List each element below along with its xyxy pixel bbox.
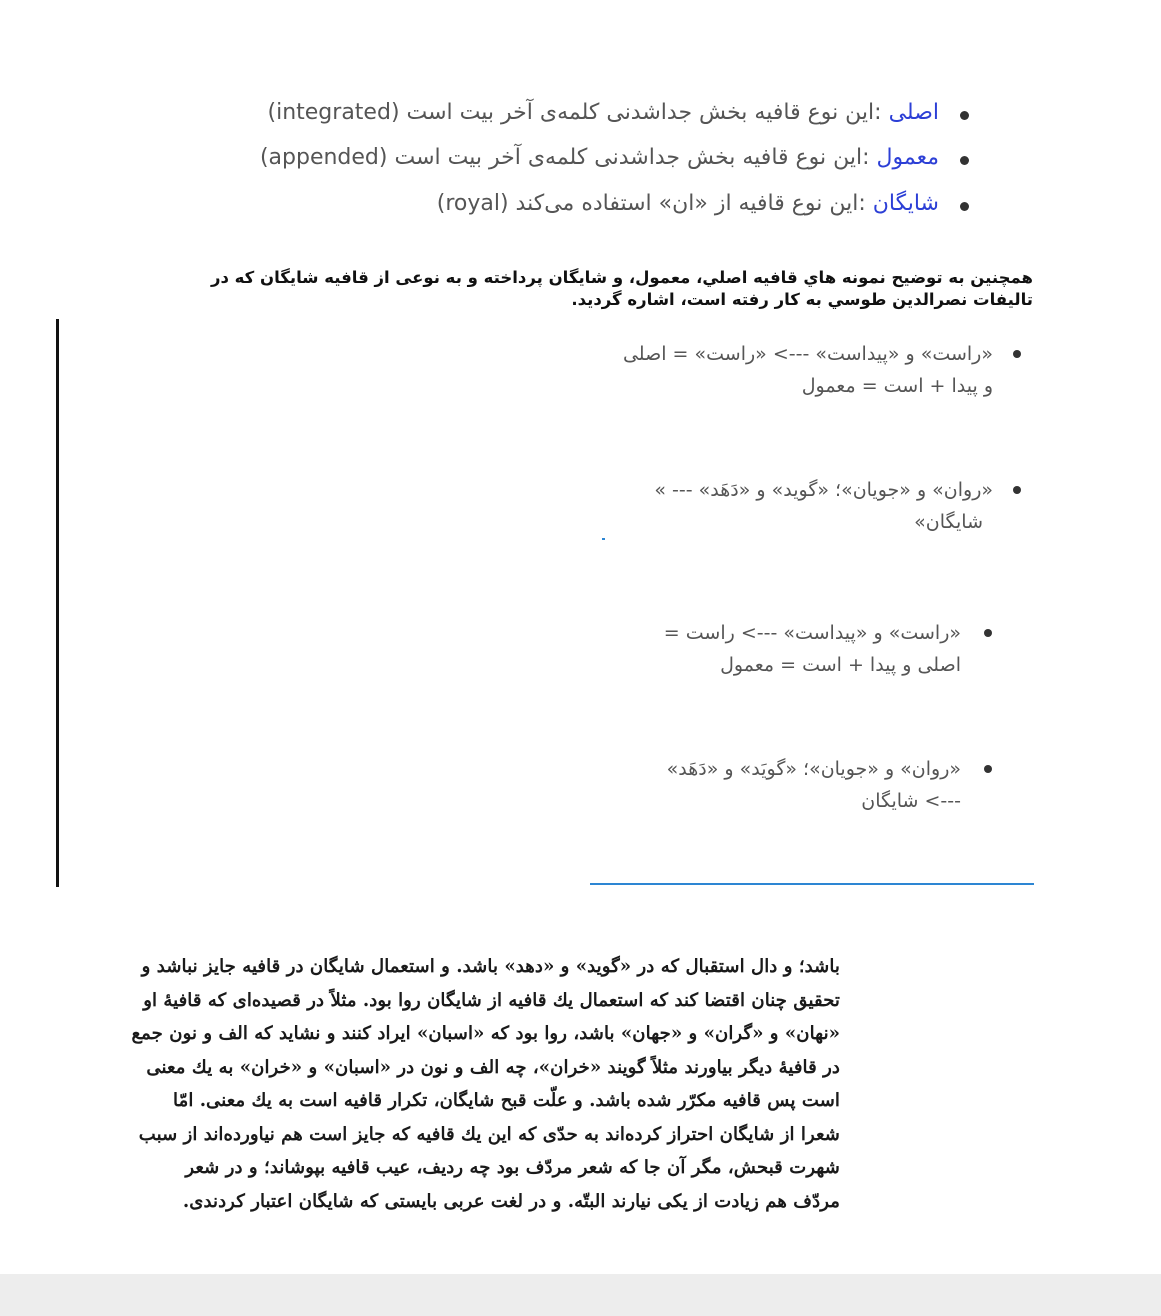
example-item bbox=[667, 753, 961, 817]
rhyme-type-item bbox=[437, 189, 939, 219]
bullet-icon bbox=[960, 111, 969, 120]
vertical-rule bbox=[56, 319, 59, 887]
example-line: اصلی و پیدا + است = معمول bbox=[720, 654, 961, 676]
horizontal-rule bbox=[590, 883, 1034, 885]
rhyme-type-desc: :این نوع قافیه بخش جداشدنی کلمه‌ی آخر بیت است bbox=[399, 100, 889, 125]
example-item bbox=[664, 617, 961, 681]
bullet-icon bbox=[1013, 350, 1021, 358]
example-line: «روان» و «جویان»؛ «گوید» و «دَهَد» --- » bbox=[654, 479, 993, 501]
rhyme-type-term: اصلی bbox=[888, 100, 939, 125]
rhyme-type-desc: :این نوع قافیه بخش جداشدنی کلمه‌ی آخر بیت است bbox=[387, 145, 877, 170]
scanned-line: مردّف هم زیادت از یکی نیارند البتّه. و در لغت عربی بایستی که شایگان اعتبار کردندی. bbox=[182, 1190, 840, 1212]
bullet-icon bbox=[984, 765, 992, 773]
scanned-line: «نهان» و «گران» و «جهان» باشد، روا بود که «اسبان» ایراد کنند و نشاید که الف و نون جمع bbox=[131, 1023, 840, 1044]
scanned-line: شهرت قبحش، مگر آن جا که شعر مردّف بود چه ردیف، عیب قافیه بپوشاند؛ و در شعر bbox=[185, 1157, 840, 1178]
bullet-icon bbox=[960, 202, 969, 211]
summary-line: تالیفات نصرالدین طوسي به کار رفته است، اشاره گردید. bbox=[571, 290, 1033, 309]
example-line: شایگان» bbox=[914, 511, 983, 533]
rhyme-type-term: معمول bbox=[876, 145, 939, 170]
example-line: «راست» و «پیداست» ---> «راست» = اصلی bbox=[622, 343, 993, 365]
rhyme-type-item bbox=[268, 98, 940, 128]
rhyme-type-english: (integrated) bbox=[267, 100, 400, 125]
page-footer bbox=[0, 1274, 1161, 1316]
scanned-line: باشد؛ و دال استقبال که در «گوید» و «دهد» باشد. و استعمال شایگان در قافیه جایز نباشد و bbox=[141, 956, 840, 977]
example-line: «راست» و «پیداست» ---> راست = bbox=[663, 622, 961, 644]
scanned-line: شعرا از شایگان احتراز کرده‌اند به حدّی که این یك قافیه که جایز است هم نیاورده‌اند از سبب bbox=[138, 1123, 840, 1145]
rhyme-type-item bbox=[260, 143, 939, 173]
example-line: «روان» و «جویان»؛ «گویَد» و «دَهَد» bbox=[666, 758, 961, 780]
example-line: و پیدا + است = معمول bbox=[801, 375, 993, 397]
example-item bbox=[654, 474, 993, 538]
rhyme-type-english: (royal) bbox=[436, 191, 509, 216]
rhyme-type-desc: :این نوع قافیه از «ان» استفاده می‌کند bbox=[508, 191, 873, 216]
example-line: ---> شایگان bbox=[861, 790, 961, 812]
scanned-line: در قافیهٔ دیگر بیاورند مثلاً گویند «خران»، چه الف و نون در «اسبان» و «خران» به یك معنی bbox=[146, 1056, 840, 1078]
summary-paragraph bbox=[210, 267, 1033, 311]
bullet-icon bbox=[984, 629, 992, 637]
link-mark bbox=[602, 538, 605, 540]
scanned-line: است پس قافیه مکرّر شده باشد. و علّت قبح شایگان، تکرار قافیه است به یك معنی. امّا bbox=[173, 1090, 840, 1111]
rhyme-type-english: (appended) bbox=[259, 145, 388, 170]
example-item bbox=[623, 338, 993, 402]
rhyme-type-term: شایگان bbox=[872, 191, 939, 216]
summary-line: همچنین به توضیح نمونه هاي قافیه اصلي، معمول، و شایگان پرداخته و به نوعی از قافیه شایگان که در bbox=[210, 268, 1033, 287]
bullet-icon bbox=[960, 156, 969, 165]
scanned-line: تحقیق چنان اقتضا کند که استعمال یك قافیه از شایگان روا بود. مثلاً در قصیده‌ای که قافیهٔ او bbox=[143, 989, 840, 1011]
bullet-icon bbox=[1013, 486, 1021, 494]
scanned-book-excerpt bbox=[131, 950, 840, 1262]
